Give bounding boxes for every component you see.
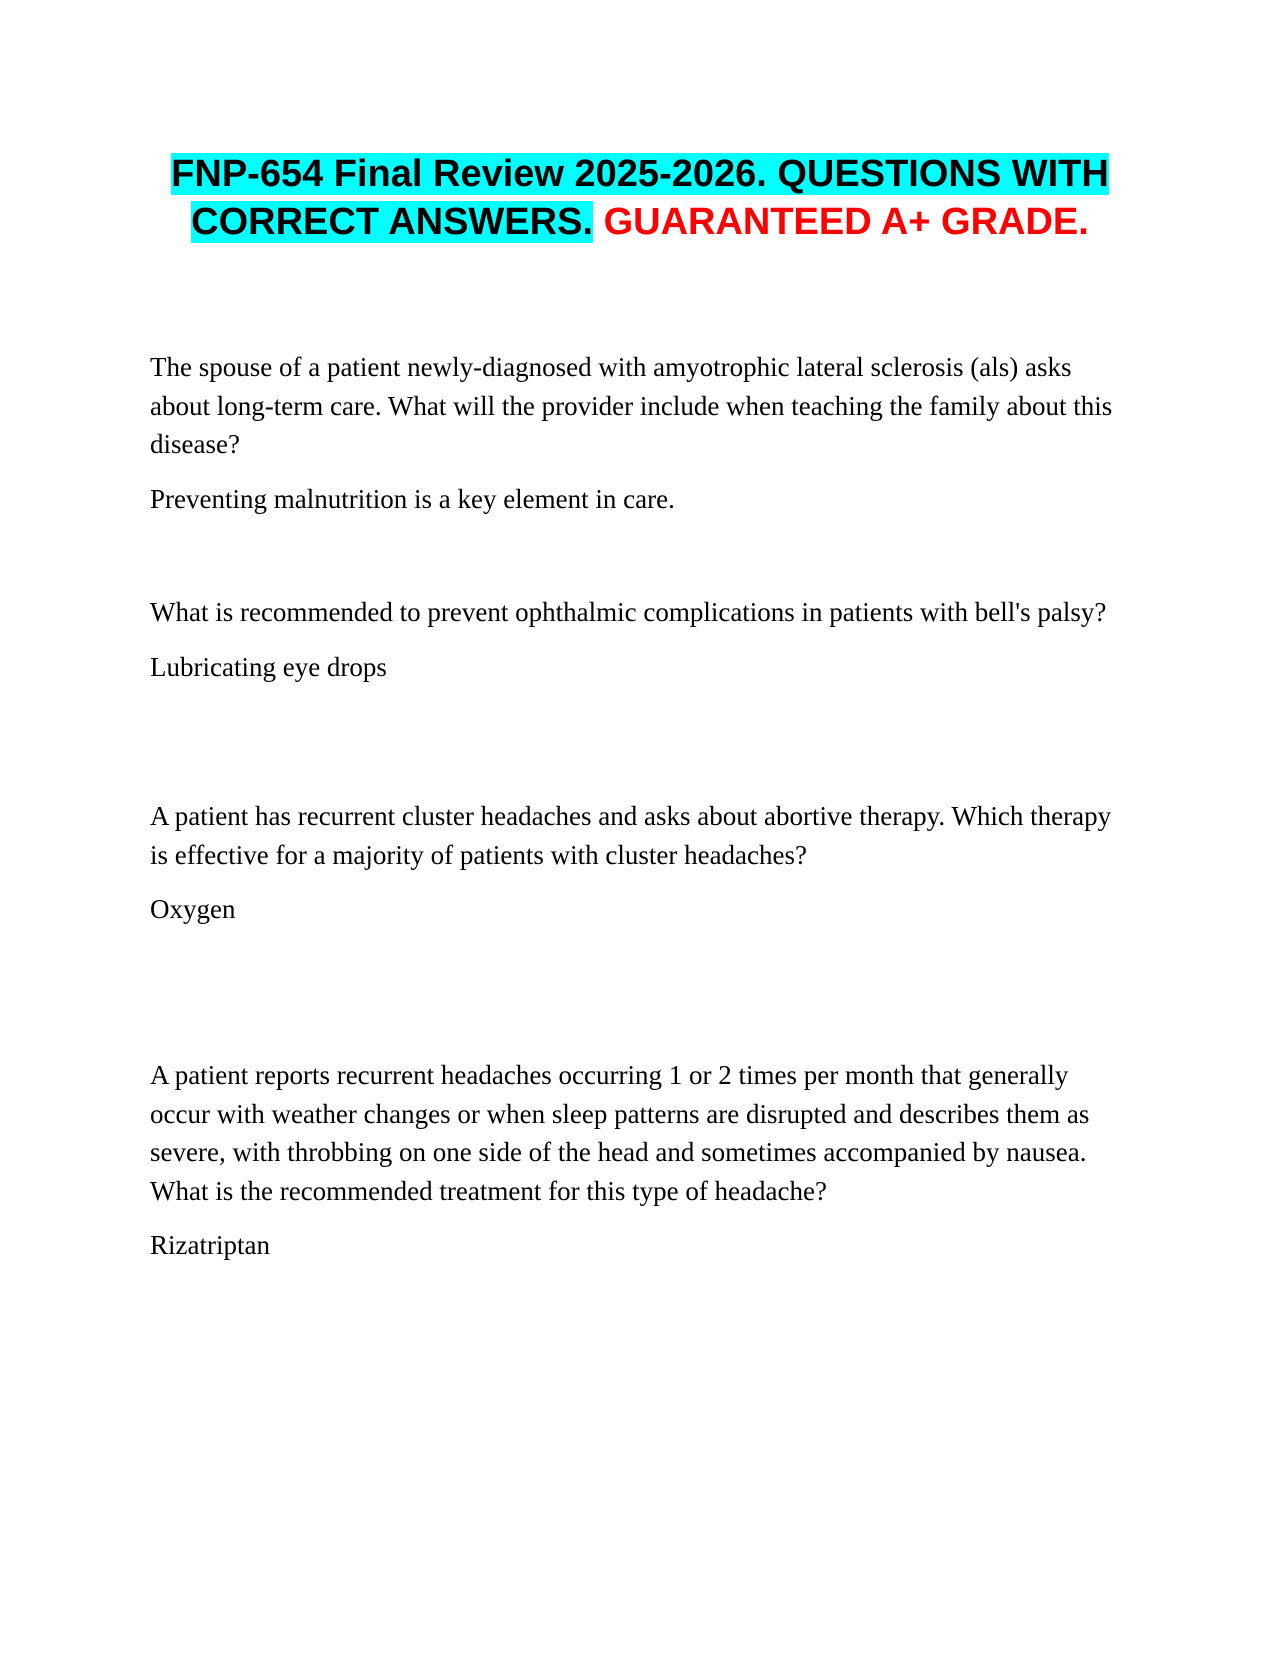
qa-item-1 bbox=[150, 348, 1130, 518]
answer-text: Preventing malnutrition is a key element in care. bbox=[150, 483, 675, 514]
answer-text: Lubricating eye drops bbox=[150, 651, 387, 682]
document-title bbox=[150, 150, 1130, 246]
title-highlighted-text: FNP-654 Final Review 2025-2026. QUESTIONS WITH CORRECT ANSWERS. bbox=[171, 153, 1109, 243]
question-text: A patient has recurrent cluster headaches and asks about abortive therapy. Which therapy is effective for a majority of patients with cluster headaches? bbox=[150, 801, 1112, 870]
title-red-text: GUARANTEED A+ GRADE. bbox=[603, 201, 1089, 243]
question-text: A patient reports recurrent headaches occurring 1 or 2 times per month that generally occur with weather changes or when sleep patterns are disrupted and describes them as severe, with throbbing on one side of the head and sometimes accompanied by nausea. What is the recommended treatment for this type of headache? bbox=[150, 1060, 1090, 1206]
qa-item-2 bbox=[150, 593, 1130, 686]
answer-text: Oxygen bbox=[150, 894, 236, 924]
answer-text: Rizatriptan bbox=[150, 1230, 270, 1260]
qa-item-3 bbox=[150, 797, 1130, 929]
question-text: What is recommended to prevent ophthalmic complications in patients with bell's palsy? bbox=[150, 597, 1107, 627]
question-text: The spouse of a patient newly-diagnosed with amyotrophic lateral sclerosis (als) asks about long-term care. What will the provider include when teaching the family about this disease? bbox=[150, 352, 1113, 459]
qa-item-4 bbox=[150, 1056, 1130, 1265]
